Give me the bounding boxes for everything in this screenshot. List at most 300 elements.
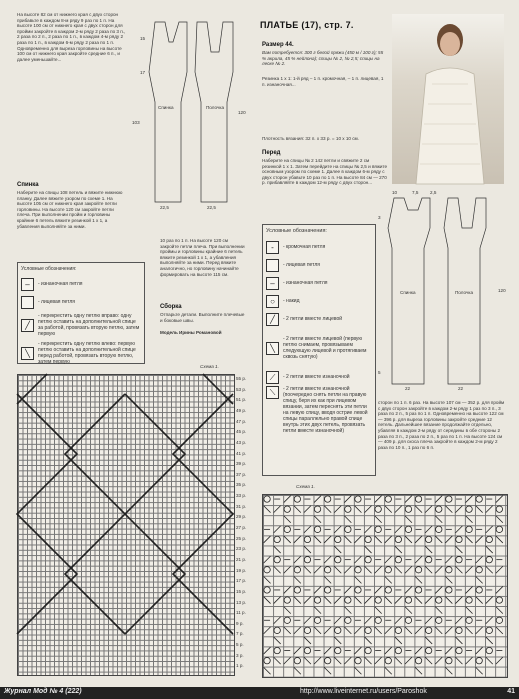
dim-label: 15 bbox=[140, 36, 146, 41]
yarn-over-symbol bbox=[345, 617, 351, 623]
yarn-over-symbol bbox=[476, 496, 482, 502]
row-label: 37 р. bbox=[236, 471, 247, 477]
row-label: 17 р. bbox=[236, 578, 247, 584]
ssk-symbol bbox=[486, 657, 493, 664]
ssk-symbol bbox=[284, 516, 291, 523]
yarn-over-symbol bbox=[324, 657, 330, 663]
yarn-over-symbol bbox=[304, 556, 310, 562]
yarn-over-symbol bbox=[425, 556, 431, 562]
author-credit: Модель Ирины Романовой bbox=[160, 330, 222, 335]
yarn-over-symbol bbox=[446, 657, 452, 663]
yarn-over-symbol bbox=[345, 526, 351, 532]
k2tog-symbol bbox=[314, 657, 321, 664]
ssk-symbol bbox=[274, 566, 281, 573]
yarn-over-symbol bbox=[496, 617, 502, 623]
row-label: 1 р. bbox=[236, 663, 244, 669]
row-label: 29 р. bbox=[236, 514, 247, 520]
yarn-over-symbol bbox=[365, 556, 371, 562]
k2tog-symbol bbox=[486, 597, 493, 604]
k2tog-symbol bbox=[294, 536, 301, 543]
k2tog-symbol bbox=[415, 536, 422, 543]
ssk-symbol bbox=[314, 536, 321, 543]
k2tog-symbol bbox=[264, 647, 271, 654]
ssk-symbol bbox=[314, 627, 321, 634]
left-legend-box bbox=[17, 262, 145, 364]
purl-symbol-icon: – bbox=[21, 278, 34, 291]
k2tog-symbol bbox=[274, 597, 281, 604]
legend-row: ╲ - 2 петли вместе лицевой (первую петлю снимаем, провязываем следующую лицевой и протягиваем сквозь снятую) bbox=[266, 328, 372, 368]
knit-stitch-icon bbox=[266, 259, 279, 272]
k2tog-symbol bbox=[365, 617, 372, 624]
k2tog-symbol bbox=[314, 566, 321, 573]
k2tog-symbol bbox=[334, 597, 341, 604]
yarn-over-symbol bbox=[395, 556, 401, 562]
yarn-over-symbol bbox=[294, 657, 300, 663]
ssk-symbol bbox=[274, 546, 281, 553]
yarn-over-symbol bbox=[304, 647, 310, 653]
k2tog-symbol bbox=[324, 627, 331, 634]
ssk-symbol bbox=[496, 627, 503, 634]
yarn-over-symbol bbox=[405, 526, 411, 532]
ssk-symbol bbox=[435, 607, 442, 614]
k2tog-symbol bbox=[284, 496, 291, 503]
k2tog-symbol bbox=[385, 536, 392, 543]
dim-label: 22,5 bbox=[207, 205, 216, 210]
ssk-symbol bbox=[455, 657, 462, 664]
scheme-1-row-labels bbox=[236, 376, 258, 676]
yarn-over-symbol bbox=[446, 567, 452, 573]
k2tog-symbol bbox=[375, 566, 382, 573]
yarn-over-symbol bbox=[496, 526, 502, 532]
model-photo bbox=[392, 14, 504, 184]
legend-row: ╲ - перекрестить одну петлю влево: первую петлю оставить на дополнительной спице перед работой, провязать вторую петлю, затем первую bbox=[21, 339, 141, 367]
dim-label: 103 bbox=[132, 120, 140, 125]
yarn-over-symbol bbox=[456, 556, 462, 562]
ssk-symbol bbox=[375, 536, 382, 543]
ssk-symbol bbox=[284, 536, 291, 543]
yarn-over-symbol bbox=[284, 526, 290, 532]
k2tog-symbol bbox=[365, 506, 372, 513]
k2tog-symbol bbox=[264, 556, 271, 563]
yarn-over-symbol bbox=[355, 657, 361, 663]
k2tog-symbol bbox=[264, 627, 271, 634]
k2tog-symbol bbox=[375, 586, 382, 593]
k2tog-symbol bbox=[445, 536, 452, 543]
dim-label: 17 bbox=[140, 70, 146, 75]
legend-row: ⟋ - 2 петли вместе изнаночной bbox=[266, 368, 372, 386]
k2tog-symbol bbox=[395, 506, 402, 513]
ssk-symbol bbox=[344, 627, 351, 634]
k2tog-symbol bbox=[445, 556, 452, 563]
legend-row: – - изнаночная петля bbox=[21, 275, 141, 293]
yarn-over-symbol bbox=[486, 536, 492, 542]
ssk-symbol bbox=[405, 627, 412, 634]
k2tog-symbol bbox=[405, 657, 412, 664]
ssk-symbol bbox=[304, 546, 311, 553]
yarn-over-symbol bbox=[456, 647, 462, 653]
yarn-over-symbol bbox=[345, 506, 351, 512]
ssk-symbol bbox=[395, 657, 402, 664]
yarn-over-symbol bbox=[486, 556, 492, 562]
k2tog-symbol bbox=[354, 536, 361, 543]
k2tog-symbol bbox=[415, 647, 422, 654]
yarn-over-symbol bbox=[264, 657, 270, 663]
yarn-over-symbol bbox=[335, 647, 341, 653]
scheme-1-symbols-right bbox=[262, 494, 506, 676]
dim-label: 10 bbox=[392, 190, 398, 195]
k2tog-symbol bbox=[365, 526, 372, 533]
k2tog-symbol bbox=[395, 617, 402, 624]
row-label: 45 р. bbox=[236, 429, 247, 435]
row-label: 55 р. bbox=[236, 376, 247, 381]
cross-right-icon: ╱ bbox=[21, 319, 34, 332]
row-label: 19 р. bbox=[236, 567, 247, 573]
k2tog-symbol bbox=[324, 536, 331, 543]
yarn-over-symbol bbox=[436, 617, 442, 623]
ssk-symbol bbox=[365, 566, 372, 573]
ssk-symbol bbox=[455, 546, 462, 553]
ssk-symbol bbox=[425, 637, 432, 644]
ssk-symbol bbox=[365, 657, 372, 664]
ssk-symbol bbox=[294, 667, 301, 674]
ssk-symbol bbox=[334, 637, 341, 644]
k2tog-symbol bbox=[415, 556, 422, 563]
k2tog-symbol bbox=[324, 647, 331, 654]
ssk-symbol bbox=[496, 516, 503, 523]
back-pattern-label: Спинка bbox=[158, 105, 174, 110]
front-heading: Перед bbox=[262, 150, 281, 156]
row-label: 11 р. bbox=[236, 610, 246, 616]
k2tog-symbol bbox=[375, 657, 382, 664]
ssk-symbol bbox=[425, 566, 432, 573]
yarn-over-symbol bbox=[375, 617, 381, 623]
ssk-symbol bbox=[304, 637, 311, 644]
ssk-symbol bbox=[385, 576, 392, 583]
yarn-over-symbol bbox=[264, 567, 270, 573]
k2tog-symbol bbox=[425, 597, 432, 604]
ssk-symbol bbox=[476, 597, 483, 604]
yarn-over-symbol bbox=[486, 647, 492, 653]
dim-label: 7,5 bbox=[412, 190, 419, 195]
k2tog-symbol bbox=[496, 496, 503, 503]
yarn-over-symbol bbox=[476, 587, 482, 593]
k2tog-symbol bbox=[304, 597, 311, 604]
yarn-over-symbol bbox=[355, 496, 361, 502]
k2tog-symbol bbox=[466, 586, 473, 593]
yarn-over-symbol bbox=[405, 506, 411, 512]
dim-label: 22 bbox=[405, 386, 411, 391]
magazine-name: Журнал Мод № 4 (222) bbox=[4, 688, 82, 695]
yarn-over-symbol bbox=[294, 567, 300, 573]
ssk-symbol bbox=[395, 637, 402, 644]
k2tog-symbol bbox=[344, 496, 351, 503]
yarn-over-symbol bbox=[284, 597, 290, 603]
page-number: 41 bbox=[507, 688, 515, 695]
k2tog-symbol bbox=[476, 556, 483, 563]
k2tog-symbol bbox=[405, 566, 412, 573]
row-label: 25 р. bbox=[236, 535, 247, 541]
k2tog-symbol bbox=[455, 526, 462, 533]
ssk-symbol bbox=[466, 516, 473, 523]
yarn-over-symbol bbox=[375, 526, 381, 532]
k2tog-symbol bbox=[486, 617, 493, 624]
right-legend-box bbox=[262, 224, 376, 476]
ssk-symbol bbox=[264, 506, 271, 513]
assembly-text: Отпарьте детали. Выполните плечевые и боковые швы. bbox=[160, 312, 246, 323]
yarn-over-symbol bbox=[365, 627, 371, 633]
k2tog-symbol bbox=[284, 657, 291, 664]
k2tog-symbol bbox=[476, 647, 483, 654]
ssk-symbol bbox=[435, 536, 442, 543]
yarn-over-symbol bbox=[365, 536, 371, 542]
ssk-symbol bbox=[455, 566, 462, 573]
watermark-url: http://www.liveinternet.ru/users/Paroshok bbox=[300, 688, 427, 695]
ssk-symbol bbox=[496, 607, 503, 614]
yarn-over-symbol bbox=[415, 496, 421, 502]
ssk-symbol bbox=[476, 667, 483, 674]
k2tog-symbol bbox=[274, 617, 281, 624]
ssk-symbol bbox=[365, 637, 372, 644]
ssk-symbol bbox=[466, 536, 473, 543]
row-label: 43 р. bbox=[236, 439, 247, 445]
k2tog-symbol bbox=[344, 586, 351, 593]
k2tog-symbol bbox=[354, 627, 361, 634]
ssk-symbol bbox=[486, 566, 493, 573]
ssk-symbol bbox=[445, 597, 452, 604]
k2tog-symbol bbox=[425, 617, 432, 624]
row-label: 21 р. bbox=[236, 556, 247, 562]
ssk-symbol bbox=[395, 566, 402, 573]
ssk-symbol bbox=[466, 607, 473, 614]
ssk-symbol bbox=[476, 576, 483, 583]
ssk-symbol bbox=[415, 506, 422, 513]
yarn-over-symbol bbox=[466, 526, 472, 532]
scheme-1-label: Схема 1. bbox=[200, 364, 219, 369]
ssk-symbol bbox=[375, 627, 382, 634]
yarn-over-symbol bbox=[425, 536, 431, 542]
k2tog-symbol bbox=[354, 556, 361, 563]
front-pattern-label: Полочка bbox=[455, 290, 474, 295]
k2tog-symbol bbox=[476, 627, 483, 634]
model-silhouette bbox=[392, 14, 504, 184]
middle-text: 10 раз по 1 п. На высоте 120 см закройте петли плеча. При выполнении проймы и горловины крайние 6 петель вяжите резинкой 1 х 1, а убавления выполняйте за ними. Перед вяжите аналогично, но горловину начинайте формировать на высоте 115 см. bbox=[160, 238, 246, 277]
yarn-over-symbol bbox=[395, 536, 401, 542]
ssk-symbol bbox=[365, 546, 372, 553]
k2tog-symbol bbox=[274, 506, 281, 513]
yarn-over-symbol bbox=[425, 627, 431, 633]
k2tog-symbol bbox=[466, 496, 473, 503]
legend-row: - лицевая петля bbox=[266, 256, 372, 274]
yarn-over-symbol bbox=[476, 657, 482, 663]
ssk-symbol bbox=[324, 576, 331, 583]
legend-row: - - кромочная петля bbox=[266, 238, 372, 256]
k2tog-symbol bbox=[486, 506, 493, 513]
yarn-over-icon: ○ bbox=[266, 295, 279, 308]
front-text: Наберите на спицы № 2 142 петли и свяжите 2 см резинкой 1 х 1. Затем перейдите на спицы № 2,5 и вяжите основным узором по схеме 1. Далее в каждом 6-м ряду с двух сторон убавьте 10 раз по 1 п. На высоте 84 см — 270 р. прибавляйте в каждом 12-м ряду с двух сторон... bbox=[262, 158, 389, 186]
k2tog-symbol bbox=[334, 526, 341, 533]
scheme-1-motif bbox=[17, 374, 233, 674]
ssk-symbol bbox=[264, 667, 271, 674]
yarn-over-symbol bbox=[405, 597, 411, 603]
yarn-over-symbol bbox=[284, 617, 290, 623]
row-label: 3 р. bbox=[236, 652, 244, 658]
yarn-over-symbol bbox=[385, 587, 391, 593]
yarn-over-symbol bbox=[274, 627, 280, 633]
legend-row: ⟍ - 2 петли вместе изнаночной (поочередно снять петли на правую спицу, беря их как при лицевом вязании, затем переснять эти петли на левую спицу, вводя острие левой спицы параллельно правой спице внутрь этих двух петель, провязать петли вместе изнаночной) bbox=[266, 386, 372, 470]
ssk-symbol bbox=[405, 607, 412, 614]
row-label: 23 р. bbox=[236, 546, 247, 552]
ssk-symbol bbox=[435, 627, 442, 634]
row-label: 9 р. bbox=[236, 620, 244, 626]
ssk-symbol bbox=[415, 597, 422, 604]
k2tog-symbol bbox=[415, 627, 422, 634]
yarn-over-symbol bbox=[324, 496, 330, 502]
ssk-symbol bbox=[375, 607, 382, 614]
k2tog-symbol bbox=[294, 627, 301, 634]
yarn-over-symbol bbox=[395, 647, 401, 653]
ssk-symbol bbox=[486, 637, 493, 644]
yarn-over-symbol bbox=[274, 536, 280, 542]
left-pattern-diagram bbox=[135, 12, 247, 222]
dim-label: 22 bbox=[458, 386, 464, 391]
k2tog-icon: ╱ bbox=[266, 313, 279, 326]
ssk-symbol bbox=[284, 607, 291, 614]
yarn-over-symbol bbox=[294, 587, 300, 593]
yarn-over-symbol bbox=[385, 657, 391, 663]
yarn-over-symbol bbox=[294, 496, 300, 502]
ssk-symbol bbox=[445, 576, 452, 583]
k2tog-symbol bbox=[385, 627, 392, 634]
row-label: 39 р. bbox=[236, 461, 247, 467]
yarn-over-symbol bbox=[345, 597, 351, 603]
page-footer bbox=[0, 687, 519, 699]
yarn-over-symbol bbox=[436, 597, 442, 603]
assembly-heading: Сборка bbox=[160, 304, 182, 310]
k2tog-symbol bbox=[486, 526, 493, 533]
back-pattern-label: Спинка bbox=[400, 290, 416, 295]
k2tog-symbol bbox=[425, 506, 432, 513]
k2tog-symbol bbox=[455, 597, 462, 604]
k2tog-symbol bbox=[365, 597, 372, 604]
back-text: Наберите на спицы 108 петель и вяжите нижнюю планку. Далее вяжите узором по схеме 1. На высоте 105 см от нижнего края закройте петли горловины. На высоте 120 см закройте петли плеча. При выполнении пройм и горловины крайние 6 петель вяжите резинкой 1 х 1, а убавления выполняйте за ними. bbox=[17, 190, 124, 229]
k2tog-symbol bbox=[445, 647, 452, 654]
ssk-symbol bbox=[334, 657, 341, 664]
ssk-symbol bbox=[304, 566, 311, 573]
cross-left-icon: ╲ bbox=[21, 347, 34, 360]
dim-label: 3 bbox=[378, 215, 381, 220]
ssp-icon: ⟍ bbox=[266, 386, 279, 399]
yarn-over-symbol bbox=[284, 506, 290, 512]
yarn-over-symbol bbox=[304, 627, 310, 633]
legend-row: - лицевая петля bbox=[21, 293, 141, 311]
intro-text: На высоте 82 см от нижнего края с двух сторон прибавьте в каждом 8-м ряду 9 раз по 1 п. На высоте 100 см от нижнего края с двух сторон для пройми закройте в каждом 2-м ряду 2 раза по 3 п., 2 раза по 2 п., 2 раза по 1 п., в каждом 4-м ряду 2 раза по 1 п., в каждом 6-м ряду 2 раза по 1 п. Одновременно для выреза горловины на высоте 100 см от нижнего края закройте средние 6 п., и далее уменьшайте... bbox=[17, 12, 127, 62]
row-label: 47 р. bbox=[236, 418, 247, 424]
k2tog-symbol bbox=[304, 617, 311, 624]
dim-label: 120 bbox=[498, 288, 506, 293]
k2tog-symbol bbox=[496, 566, 503, 573]
ssk-symbol bbox=[324, 667, 331, 674]
row-label: 51 р. bbox=[236, 397, 247, 403]
yarn-over-symbol bbox=[355, 587, 361, 593]
row-label: 31 р. bbox=[236, 503, 247, 509]
ssk-symbol bbox=[284, 627, 291, 634]
ssk-symbol bbox=[274, 637, 281, 644]
k2tog-symbol bbox=[395, 526, 402, 533]
back-heading: Спинка bbox=[17, 182, 39, 188]
yarn-over-symbol bbox=[335, 627, 341, 633]
front-pattern-label: Полочка bbox=[206, 105, 225, 110]
yarn-over-symbol bbox=[415, 657, 421, 663]
yarn-over-symbol bbox=[375, 506, 381, 512]
ssk-symbol bbox=[354, 576, 361, 583]
yarn-over-symbol bbox=[436, 526, 442, 532]
yarn-over-symbol bbox=[456, 627, 462, 633]
ssk-symbol bbox=[486, 546, 493, 553]
yarn-over-symbol bbox=[314, 617, 320, 623]
row-label: 41 р. bbox=[236, 450, 247, 456]
ssk-symbol bbox=[385, 597, 392, 604]
yarn-over-symbol bbox=[496, 506, 502, 512]
k2tog-symbol bbox=[496, 586, 503, 593]
yarn-over-symbol bbox=[335, 556, 341, 562]
ssk-symbol bbox=[324, 506, 331, 513]
materials-text: Вам потребуется: 300 г белой пряжи (450 м / 100 г); 55 % акрила, 45 % нейлона); спицы № 2, № 2,5; спицы на леске № 2. bbox=[262, 50, 385, 67]
yarn-over-symbol bbox=[324, 587, 330, 593]
yarn-over-symbol bbox=[335, 536, 341, 542]
article-title: ПЛАТЬЕ (17), стр. 7. bbox=[260, 20, 354, 30]
ssk-symbol bbox=[334, 566, 341, 573]
edge-stitch-icon: - bbox=[266, 241, 279, 254]
yarn-over-symbol bbox=[314, 597, 320, 603]
k2tog-symbol bbox=[466, 566, 473, 573]
ssk-symbol bbox=[425, 546, 432, 553]
legend-row: ○ - накид bbox=[266, 292, 372, 310]
ssk-symbol bbox=[274, 657, 281, 664]
rib-text: Резинка 1 х 1: 1-й ряд – 1 п. кромочная, – 1 п. лицевая, 1 п. изнаночная... bbox=[262, 76, 385, 87]
ssk-symbol bbox=[314, 607, 321, 614]
yarn-over-symbol bbox=[466, 617, 472, 623]
row-label: 15 р. bbox=[236, 588, 247, 594]
ssk-symbol bbox=[294, 576, 301, 583]
yarn-over-symbol bbox=[496, 597, 502, 603]
ssk-symbol bbox=[455, 637, 462, 644]
ssk-symbol bbox=[415, 667, 422, 674]
yarn-over-symbol bbox=[446, 587, 452, 593]
k2tog-symbol bbox=[385, 647, 392, 654]
k2tog-symbol bbox=[466, 657, 473, 664]
k2tog-symbol bbox=[294, 647, 301, 654]
k2tog-symbol bbox=[354, 647, 361, 654]
yarn-over-symbol bbox=[486, 627, 492, 633]
row-label: 53 р. bbox=[236, 386, 247, 392]
yarn-over-symbol bbox=[466, 597, 472, 603]
ssk-symbol bbox=[264, 597, 271, 604]
row-label: 27 р. bbox=[236, 525, 247, 530]
yarn-over-symbol bbox=[375, 597, 381, 603]
legend-row: ╱ - перекрестить одну петлю вправо: одну петлю оставить на дополнительной спице за работой, провязать вторую петлю, затем первую bbox=[21, 311, 141, 339]
k2tog-symbol bbox=[425, 526, 432, 533]
purl-stitch-icon: – bbox=[266, 277, 279, 290]
scheme-1-label-right: Схема 1. bbox=[296, 484, 315, 489]
p2tog-icon: ⟋ bbox=[266, 371, 279, 384]
k2tog-symbol bbox=[314, 496, 321, 503]
ssk-symbol bbox=[304, 657, 311, 664]
yarn-over-symbol bbox=[456, 536, 462, 542]
ssk-symbol bbox=[395, 546, 402, 553]
k2tog-symbol bbox=[435, 657, 442, 664]
ssk-symbol bbox=[344, 607, 351, 614]
ssk-symbol bbox=[425, 657, 432, 664]
